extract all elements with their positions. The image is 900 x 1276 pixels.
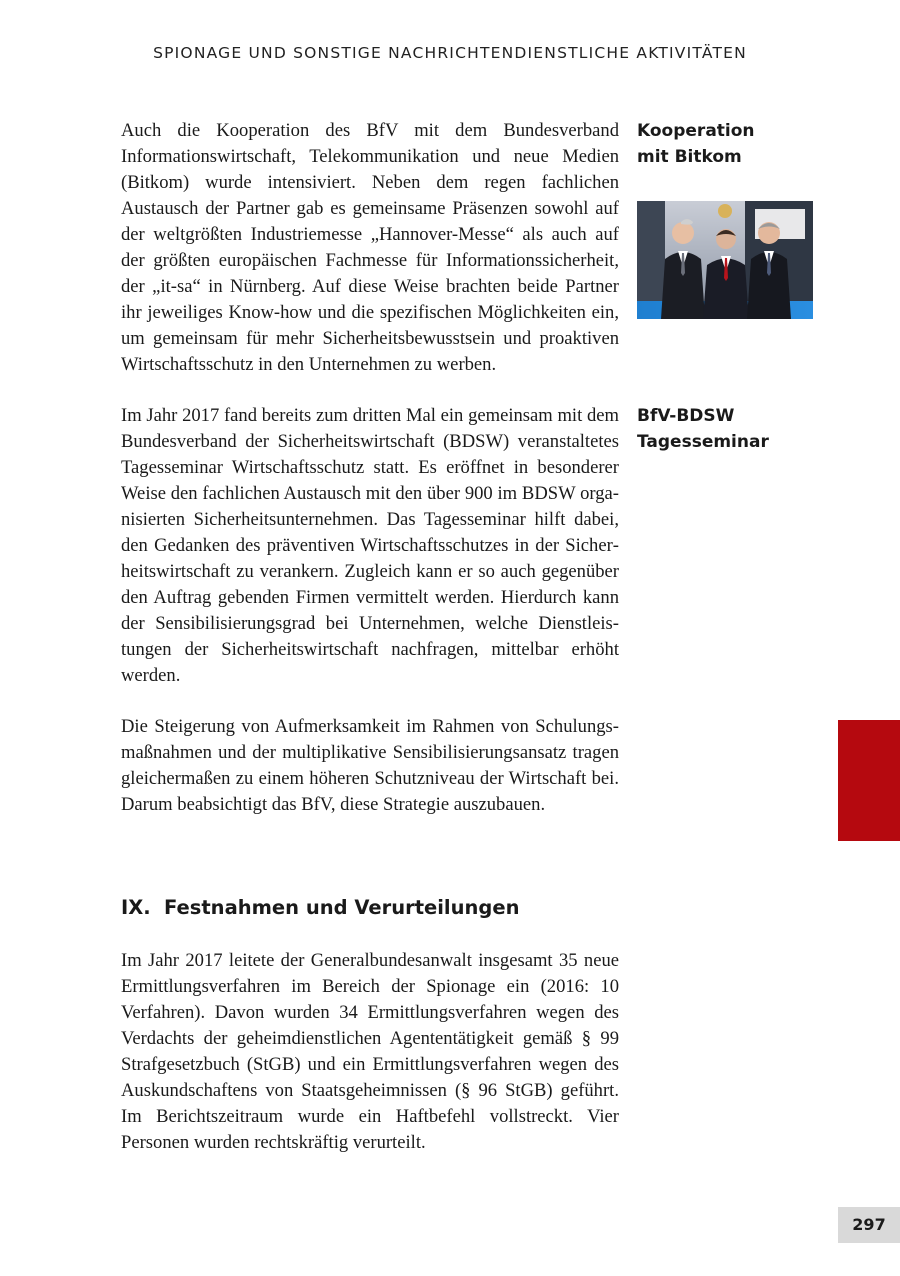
photo-three-men (637, 201, 813, 319)
margin-note-bitkom (637, 118, 837, 170)
section-heading (121, 894, 519, 922)
margin-note-bdsw-line-2: Tagesseminar (637, 432, 769, 452)
margin-note-bitkom-line-2: mit Bitkom (637, 147, 742, 167)
running-header: SPIONAGE UND SONSTIGE NACHRICHTENDIENSTLICHE AKTIVITÄTEN (153, 44, 747, 62)
margin-note-bdsw (637, 403, 837, 455)
section-number: IX. (121, 896, 151, 919)
margin-note-bdsw-line-1: BfV-BDSW (637, 406, 735, 426)
page-number: 297 (838, 1207, 900, 1243)
chapter-tab-marker (838, 720, 900, 841)
paragraph-strategy: Die Steigerung von Aufmerksamkeit im Rahmen von Schulungsmaßnahmen und der multiplikative Sensibilisierungsansatz tragen gleichermaßen zu einem höheren Schutzniveau der Wirtschaft bei. Darum beabsichtigt das BfV, diese Strategie auszubauen. (121, 716, 619, 815)
margin-note-bitkom-line-1: Kooperation (637, 121, 755, 141)
section-title: Festnahmen und Verurteilungen (164, 896, 520, 919)
paragraph-bdsw: Im Jahr 2017 fand bereits zum dritten Mal ein gemeinsam mit dem Bundesverband der Sicherheitswirtschaft (BDSW) veranstaltetes Tagesseminar Wirtschaftsschutz statt. Es eröffnet in besonderer Weise den fachlichen Austausch mit den über 900 im BDSW organisierten Sicherheitsunternehmen. Das Tagesseminar hilft dabei, den Gedanken des präventiven Wirtschaftsschutzes in der Sicherheitswirtschaft zu verankern. Zugleich kann er so auch gegenüber den Auftrag gebenden Firmen vermittelt werden. Hierdurch kann der Sensibilisierungsgrad bei Unternehmen, welche Dienstleistungen der Sicherheitswirtschaft nachfragen, mittelbar erhöht werden. (121, 405, 619, 686)
paragraph-arrests: Im Jahr 2017 leitete der Generalbundesanwalt insgesamt 35 neue Ermittlungsverfahren im Bereich der Spionage ein (2016: 10 Verfahren). Davon wurden 34 Ermittlungsverfahren wegen des Verdachts der geheimdienstlichen Agententätigkeit gemäß § 99 Strafgesetzbuch (StGB) und ein Ermittlungsverfahren wegen des Auskundschaftens von Staatsgeheimnissen (§ 96 StGB) geführt. Im Berichtszeitraum wurde ein Haftbefehl vollstreckt. Vier Personen wurden rechtskräftig verurteilt. (121, 950, 619, 1153)
paragraph-bitkom: Auch die Kooperation des BfV mit dem Bundesverband Informationswirtschaft, Telekommunikation und neue Medien (Bitkom) wurde intensiviert. Neben dem regen fachlichen Austausch der Partner gab es gemeinsame Präsenzen sowohl auf der weltgrößten Industriemesse „Hannover-Messe“ als auch auf der größten europäischen Fachmesse für Informationssicherheit, der „it-sa“ in Nürnberg. Auf diese Weise brachten beide Partner ihr jeweiliges Know-how und die spezifischen Möglichkeiten ein, um gemeinsam für mehr Sicherheitsbewusstsein und proaktiven Wirtschaftsschutz in den Unternehmen zu werben. (121, 120, 619, 375)
